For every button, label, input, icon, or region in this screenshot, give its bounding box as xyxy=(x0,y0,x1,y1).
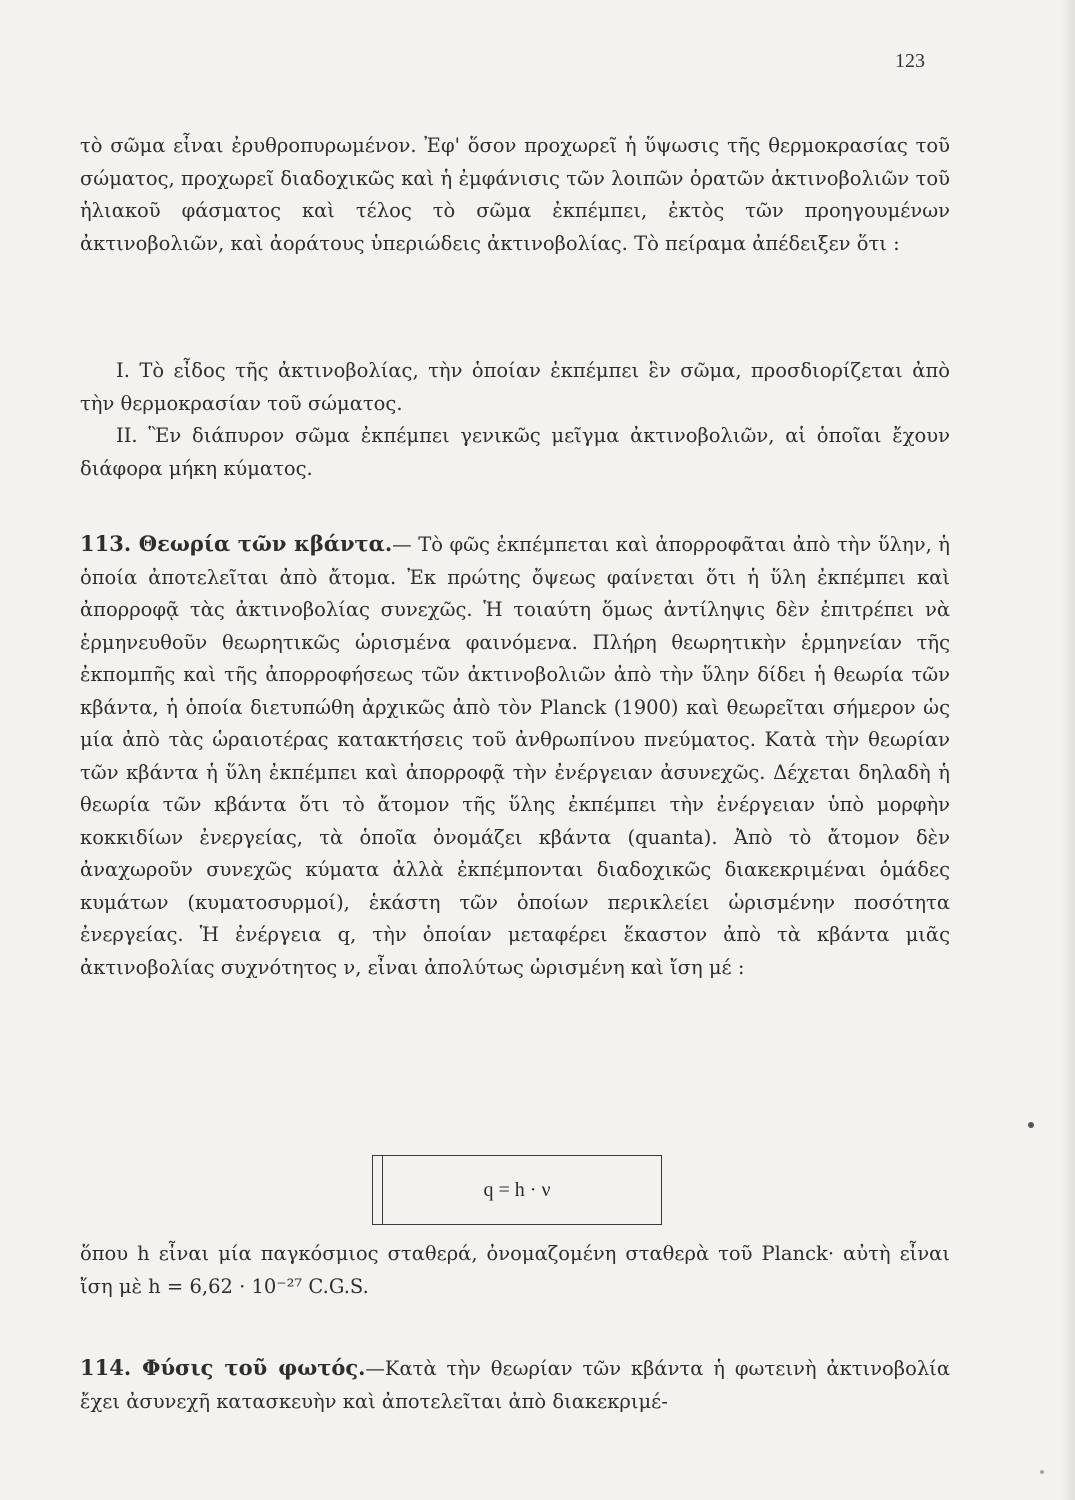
formula-box-mark xyxy=(373,1156,383,1224)
section-113-text: — Τὸ φῶς ἐκπέμπεται καὶ ἀπορροφᾶται ἀπὸ τὴν ὕλην, ἡ ὁποία ἀποτελεῖται ἀπὸ ἄτομα. Ἐκ πρώτης ὄψεως φαίνεται ὅτι ἡ ὕλη ἐκπέμπει καὶ ἀπορροφᾷ τὰς ἀκτινοβολίας συνεχῶς. Ἡ τοιαύτη ὅμως ἀντίληψις δὲν ἐπιτρέπει νὰ ἑρμηνευθοῦν θεωρητικῶς ὡρισμένα φαινόμενα. Πλήρη θεωρητικὴν ἑρμηνείαν τῆς ἐκπομπῆς καὶ τῆς ἀπορροφήσεως τῶν ἀκτινοβολιῶν ἀπὸ τὴν ὕλην δίδει ἡ θεωρία τῶν κβάντα, ἡ ὁποία διετυπώθη ἀρχικῶς ἀπὸ τὸν Planck (1900) καὶ θεωρεῖται σήμερον ὡς μία ἀπὸ τὰς ὡραιοτέρας κατακτήσεις τοῦ ἀνθρωπίνου πνεύματος. Κατὰ τὴν θεωρίαν τῶν κβάντα ἡ ὕλη ἐκπέμπει καὶ ἀπορροφᾷ τὴν ἐνέργειαν ἀσυνεχῶς. Δέχεται δηλαδὴ ἡ θεωρία τῶν κβάντα ὅτι τὸ ἄτομον τῆς ὕλης ἐκπέμπει τὴν ἐνέργειαν ὑπὸ μορφὴν κοκκιδίων ἐνεργείας, τὰ ὁποῖα ὀνομάζει κβάντα (quanta). Ἀπὸ τὸ ἄτομον δὲν ἀναχωροῦν συνεχῶς κύματα ἀλλὰ ἐκπέμπονται διαδοχικῶς διακεκριμέναι ὁμάδες κυμάτων (κυματοσυρμοί), ἑκάστη τῶν ὁποίων περικλείει ὡρισμένην ποσότητα ἐνεργείας. Ἡ ἐνέργεια q, τὴν ὁποίαν μεταφέρει ἕκαστον ἀπὸ τὰ κβάντα μιᾶς ἀκτινοβολίας συχνότητος ν, εἶναι ἀπολύτως ὡρισμένη καὶ ἴση μέ : xyxy=(80,533,950,979)
page-edge-shadow xyxy=(1061,0,1075,1500)
section-114 xyxy=(80,1352,950,1418)
list-item-1 xyxy=(80,355,950,420)
list-marker-1: I. xyxy=(116,359,130,382)
page-number: 123 xyxy=(895,50,925,72)
list-text-1: Τὸ εἶδος τῆς ἀκτινοβολίας, τὴν ὁποίαν ἐκπέμπει ἓν σῶμα, προσδιορίζεται ἀπὸ τὴν θερμοκρασίαν τοῦ σώματος. xyxy=(80,359,950,415)
section-114-heading: 114. Φύσις τοῦ φωτός. xyxy=(80,1355,366,1380)
list-item-2 xyxy=(80,420,950,485)
formula: q = h · ν xyxy=(483,1178,551,1201)
section-114-text: —Κατὰ τὴν θεωρίαν τῶν κβάντα ἡ φωτεινὴ ἀκτινοβολία ἔχει ἀσυνεχῆ κατασκευὴν καὶ ἀποτελεῖται ἀπὸ διακεκριμέ- xyxy=(80,1357,950,1413)
section-113 xyxy=(80,528,950,984)
scan-speck xyxy=(1040,1470,1044,1474)
scan-speck xyxy=(1028,1122,1034,1128)
formula-box xyxy=(372,1155,662,1225)
list-marker-2: II. xyxy=(116,424,138,447)
section-113-heading: 113. Θεωρία τῶν κβάντα. xyxy=(80,531,393,556)
list-text-2: Ἓν διάπυρον σῶμα ἐκπέμπει γενικῶς μεῖγμα ἀκτινοβολιῶν, αἱ ὁποῖαι ἔχουν διάφορα μήκη κύματος. xyxy=(80,424,950,480)
paragraph-planck-constant: ὅπου h εἶναι μία παγκόσμιος σταθερά, ὀνομαζομένη σταθερὰ τοῦ Planck· αὐτὴ εἶναι ἴση μὲ h = 6,62 · 10⁻²⁷ C.G.S. xyxy=(80,1242,950,1298)
paragraph-intro: τὸ σῶμα εἶναι ἐρυθροπυρωμένον. Ἐφ' ὅσον προχωρεῖ ἡ ὕψωσις τῆς θερμοκρασίας τοῦ σώματος, προχωρεῖ διαδοχικῶς καὶ ἡ ἐμφάνισις τῶν λοιπῶν ὁρατῶν ἀκτινοβολιῶν τοῦ ἡλιακοῦ φάσματος καὶ τέλος τὸ σῶμα ἐκπέμπει, ἐκτὸς τῶν προηγουμένων ἀκτινοβολιῶν, καὶ ἀοράτους ὑπεριώδεις ἀκτινοβολίας. Τὸ πείραμα ἀπέδειξεν ὅτι : xyxy=(80,134,950,255)
